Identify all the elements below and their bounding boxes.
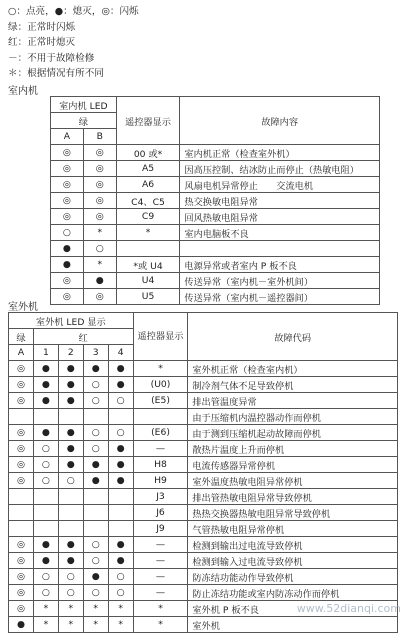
led-status-cell: ○ — [83, 425, 108, 441]
fault-description-cell: 回风热敏电阻异常 — [180, 209, 380, 225]
led-status-cell: ● — [83, 569, 108, 585]
led-status-cell: ◎ — [9, 601, 34, 617]
fault-description-cell: 室内电脑板不良 — [180, 225, 380, 241]
remote-display-cell: C9 — [116, 209, 180, 225]
led-status-cell: * — [83, 617, 108, 633]
led-status-cell: ● — [108, 361, 133, 377]
remote-display-cell: *或 U4 — [116, 257, 180, 273]
indoor-col-a: A — [51, 129, 84, 145]
table-row — [9, 617, 398, 633]
legend — [8, 4, 139, 82]
led-status-cell: ◎ — [9, 537, 34, 553]
table-row — [51, 289, 380, 305]
remote-display-cell: J6 — [133, 505, 188, 521]
led-status-cell: ◎ — [83, 193, 116, 209]
led-status-cell: ○ — [108, 585, 133, 601]
led-status-cell — [58, 521, 83, 537]
led-status-cell: ● — [58, 425, 83, 441]
led-status-cell: ◎ — [9, 585, 34, 601]
table-row — [9, 377, 398, 393]
table-row — [51, 241, 380, 257]
led-status-cell: ◎ — [9, 393, 34, 409]
table-row — [9, 425, 398, 441]
led-status-cell: ○ — [33, 441, 58, 457]
fault-description-cell: 由于压缩机内温控器动作而停机 — [188, 409, 398, 425]
fault-description-cell: 防冻结功能动作导致停机 — [188, 569, 398, 585]
indoor-section-title: 室内机 — [8, 86, 38, 97]
indoor-remote-header: 遥控器显示 — [116, 97, 180, 145]
table-row — [51, 257, 380, 273]
led-status-cell: ○ — [33, 569, 58, 585]
led-status-cell — [108, 505, 133, 521]
led-status-cell: * — [108, 617, 133, 633]
table-row — [9, 553, 398, 569]
indoor-green-header: 绿 — [51, 113, 117, 129]
led-status-cell: ○ — [108, 569, 133, 585]
legend-line: 红：正常时熄灭 — [8, 37, 76, 48]
outdoor-table — [8, 312, 398, 633]
led-status-cell — [58, 489, 83, 505]
outdoor-green-header: 绿 — [9, 329, 34, 345]
fault-description-cell: 检测到输入过电流导致停机 — [188, 553, 398, 569]
led-status-cell: ● — [33, 553, 58, 569]
remote-display-cell: A6 — [116, 177, 180, 193]
table-row — [51, 209, 380, 225]
table-row — [9, 441, 398, 457]
remote-display-cell: (E6) — [133, 425, 188, 441]
remote-display-cell: * — [116, 225, 180, 241]
led-status-cell — [83, 489, 108, 505]
led-status-cell: ● — [108, 553, 133, 569]
led-status-cell: ◎ — [9, 553, 34, 569]
led-status-cell — [58, 505, 83, 521]
led-status-cell: ○ — [83, 441, 108, 457]
led-status-cell: * — [33, 601, 58, 617]
remote-display-cell: — — [133, 537, 188, 553]
legend-line: －：不用于故障检修 — [8, 52, 95, 64]
led-status-cell: ◎ — [9, 425, 34, 441]
fault-description-cell: 传送异常（室内机－室外机间） — [180, 273, 380, 289]
remote-display-cell: — — [133, 569, 188, 585]
led-status-cell: * — [108, 601, 133, 617]
led-status-cell: ◎ — [9, 377, 34, 393]
remote-display-cell — [116, 241, 180, 257]
led-status-cell: ● — [51, 257, 84, 273]
led-status-cell: ● — [83, 473, 108, 489]
table-row — [51, 225, 380, 241]
led-status-cell: * — [83, 257, 116, 273]
led-status-cell: ● — [58, 553, 83, 569]
led-status-cell — [108, 489, 133, 505]
led-status-cell: ◎ — [83, 161, 116, 177]
remote-display-cell: — — [133, 553, 188, 569]
led-status-cell: ● — [58, 457, 83, 473]
fault-description-cell — [180, 241, 380, 257]
led-status-cell: ● — [58, 377, 83, 393]
led-status-cell: ● — [58, 393, 83, 409]
led-status-cell: * — [58, 617, 83, 633]
fault-description-cell: 气管热敏电阻异常停机 — [188, 521, 398, 537]
watermark: www.52dianqi.com — [296, 602, 401, 615]
outdoor-led-header: 室外机 LED 显示 — [9, 313, 134, 329]
fault-description-cell: 电源异常或者室内 P 板不良 — [180, 257, 380, 273]
indoor-col-b: B — [83, 129, 116, 145]
led-status-cell: ◎ — [51, 193, 84, 209]
table-row — [9, 537, 398, 553]
fault-description-cell: 室外机 P 板不良 — [188, 601, 398, 617]
led-status-cell: ● — [83, 361, 108, 377]
table-row — [9, 393, 398, 409]
fault-description-cell: 因高压控制、结冰防止而停止（热敏电阻） — [180, 161, 380, 177]
table-row — [9, 489, 398, 505]
led-status-cell: ● — [33, 425, 58, 441]
led-status-cell: ○ — [108, 393, 133, 409]
led-status-cell — [83, 505, 108, 521]
led-status-cell — [9, 505, 34, 521]
table-row — [9, 473, 398, 489]
led-status-cell: ● — [33, 377, 58, 393]
led-status-cell — [33, 521, 58, 537]
led-status-cell: ◎ — [83, 145, 116, 161]
led-status-cell: * — [83, 225, 116, 241]
led-status-cell — [9, 409, 34, 425]
indoor-table — [50, 96, 380, 305]
led-status-cell: ● — [33, 537, 58, 553]
led-status-cell: ◎ — [83, 177, 116, 193]
led-status-cell: ○ — [108, 425, 133, 441]
led-status-cell: * — [33, 617, 58, 633]
fault-description-cell: 排出管热敏电阻异常导致停机 — [188, 489, 398, 505]
table-row — [51, 145, 380, 161]
led-status-cell: ● — [58, 361, 83, 377]
led-status-cell: ○ — [83, 393, 108, 409]
fault-description-cell: 排出管温度异常 — [188, 393, 398, 409]
led-status-cell: ○ — [83, 585, 108, 601]
remote-display-cell: A5 — [116, 161, 180, 177]
led-status-cell: ● — [108, 377, 133, 393]
led-status-cell: ○ — [58, 473, 83, 489]
outdoor-col: 3 — [83, 345, 108, 361]
fault-description-cell: 防止冻结功能或室内防冻动作而停机 — [188, 585, 398, 601]
fault-description-cell: 由于测到压缩机起动故障而停机 — [188, 425, 398, 441]
remote-display-cell: J9 — [133, 521, 188, 537]
led-status-cell: ○ — [83, 537, 108, 553]
led-status-cell: ◎ — [51, 209, 84, 225]
table-row — [9, 521, 398, 537]
outdoor-red-header: 红 — [33, 329, 133, 345]
led-status-cell: ● — [58, 537, 83, 553]
led-status-cell — [83, 521, 108, 537]
led-status-cell: * — [83, 601, 108, 617]
remote-display-cell: U5 — [116, 289, 180, 305]
outdoor-section-title: 室外机 — [8, 302, 38, 313]
led-status-cell: ● — [108, 473, 133, 489]
indoor-fault-header: 故障内容 — [180, 97, 380, 145]
led-status-cell: ◎ — [9, 473, 34, 489]
led-status-cell: ◎ — [9, 569, 34, 585]
led-status-cell: ◎ — [83, 289, 116, 305]
led-status-cell: ◎ — [9, 457, 34, 473]
led-status-cell: ● — [58, 441, 83, 457]
led-status-cell: ○ — [33, 473, 58, 489]
fault-description-cell: 传送异常（室内机－遥控器间） — [180, 289, 380, 305]
remote-display-cell: C4、C5 — [116, 193, 180, 209]
led-status-cell: ◎ — [51, 145, 84, 161]
table-row — [51, 193, 380, 209]
table-row — [9, 457, 398, 473]
led-status-cell — [83, 409, 108, 425]
led-status-cell: ○ — [83, 377, 108, 393]
led-status-cell — [33, 505, 58, 521]
led-status-cell: ● — [33, 393, 58, 409]
led-status-cell: ● — [83, 273, 116, 289]
led-status-cell: ◎ — [51, 161, 84, 177]
led-status-cell — [58, 409, 83, 425]
outdoor-remote-header: 遥控器显示 — [133, 313, 188, 361]
table-row — [9, 569, 398, 585]
fault-description-cell: 风扇电机异常停止 交流电机 — [180, 177, 380, 193]
led-status-cell: ◎ — [9, 441, 34, 457]
led-status-cell: ● — [108, 441, 133, 457]
table-row — [9, 505, 398, 521]
outdoor-code-header: 故障代码 — [188, 313, 398, 361]
fault-description-cell: 散热片温度上升而停机 — [188, 441, 398, 457]
led-status-cell: * — [58, 601, 83, 617]
remote-display-cell: * — [133, 601, 188, 617]
remote-display-cell: J3 — [133, 489, 188, 505]
led-status-cell — [108, 409, 133, 425]
legend-line: ＊：根据情况有所不同 — [8, 68, 104, 79]
table-row — [9, 585, 398, 601]
remote-display-cell: — — [133, 441, 188, 457]
fault-description-cell: 室内机正常（检查室外机） — [180, 145, 380, 161]
led-status-cell: ○ — [33, 585, 58, 601]
led-status-cell: ○ — [83, 241, 116, 257]
fault-description-cell: 电流传感器异常停机 — [188, 457, 398, 473]
fault-description-cell: 室外机正常（检查室内机） — [188, 361, 398, 377]
outdoor-col: 2 — [58, 345, 83, 361]
remote-display-cell: H8 — [133, 457, 188, 473]
led-status-cell — [9, 521, 34, 537]
remote-display-cell: U4 — [116, 273, 180, 289]
remote-display-cell: (E5) — [133, 393, 188, 409]
table-row — [9, 409, 398, 425]
remote-display-cell: H9 — [133, 473, 188, 489]
led-status-cell: ● — [33, 361, 58, 377]
outdoor-col: 4 — [108, 345, 133, 361]
led-status-cell: ● — [108, 537, 133, 553]
led-status-cell — [9, 489, 34, 505]
led-status-cell: ◎ — [51, 273, 84, 289]
led-status-cell: ● — [9, 617, 34, 633]
table-row — [9, 361, 398, 377]
led-status-cell — [108, 521, 133, 537]
led-status-cell: ○ — [58, 585, 83, 601]
led-status-cell: ◎ — [51, 289, 84, 305]
table-row — [51, 161, 380, 177]
led-status-cell: ○ — [83, 553, 108, 569]
fault-description-cell: 热交换敏电阻异常 — [180, 193, 380, 209]
led-status-cell: ● — [108, 457, 133, 473]
remote-display-cell — [133, 409, 188, 425]
remote-display-cell: * — [133, 617, 188, 633]
led-status-cell: ○ — [33, 457, 58, 473]
led-status-cell — [33, 489, 58, 505]
legend-line: ○：点亮，●：熄灭，◎：闪烁 — [8, 6, 139, 17]
table-row — [51, 177, 380, 193]
led-status-cell: ○ — [51, 225, 84, 241]
fault-description-cell: 热热交换器热敏电阻异常导致停机 — [188, 505, 398, 521]
fault-description-cell: 检测到输出过电流导致停机 — [188, 537, 398, 553]
table-row — [51, 273, 380, 289]
led-status-cell: ● — [51, 241, 84, 257]
indoor-led-header: 室内机 LED — [51, 97, 117, 113]
led-status-cell: ◎ — [9, 361, 34, 377]
remote-display-cell: 00 或* — [116, 145, 180, 161]
legend-line: 绿：正常时闪烁 — [8, 21, 76, 33]
led-status-cell — [33, 409, 58, 425]
led-status-cell: ◎ — [51, 177, 84, 193]
fault-description-cell: 室外温度热敏电阻异常停机 — [188, 473, 398, 489]
led-status-cell: ● — [83, 457, 108, 473]
remote-display-cell: * — [133, 361, 188, 377]
fault-description-cell: 室外机 — [188, 617, 398, 633]
outdoor-col: A — [9, 345, 34, 361]
led-status-cell: ◎ — [83, 209, 116, 225]
remote-display-cell: (U0) — [133, 377, 188, 393]
fault-description-cell: 制冷剂气体不足导致停机 — [188, 377, 398, 393]
outdoor-col: 1 — [33, 345, 58, 361]
remote-display-cell: — — [133, 585, 188, 601]
led-status-cell: ○ — [58, 569, 83, 585]
